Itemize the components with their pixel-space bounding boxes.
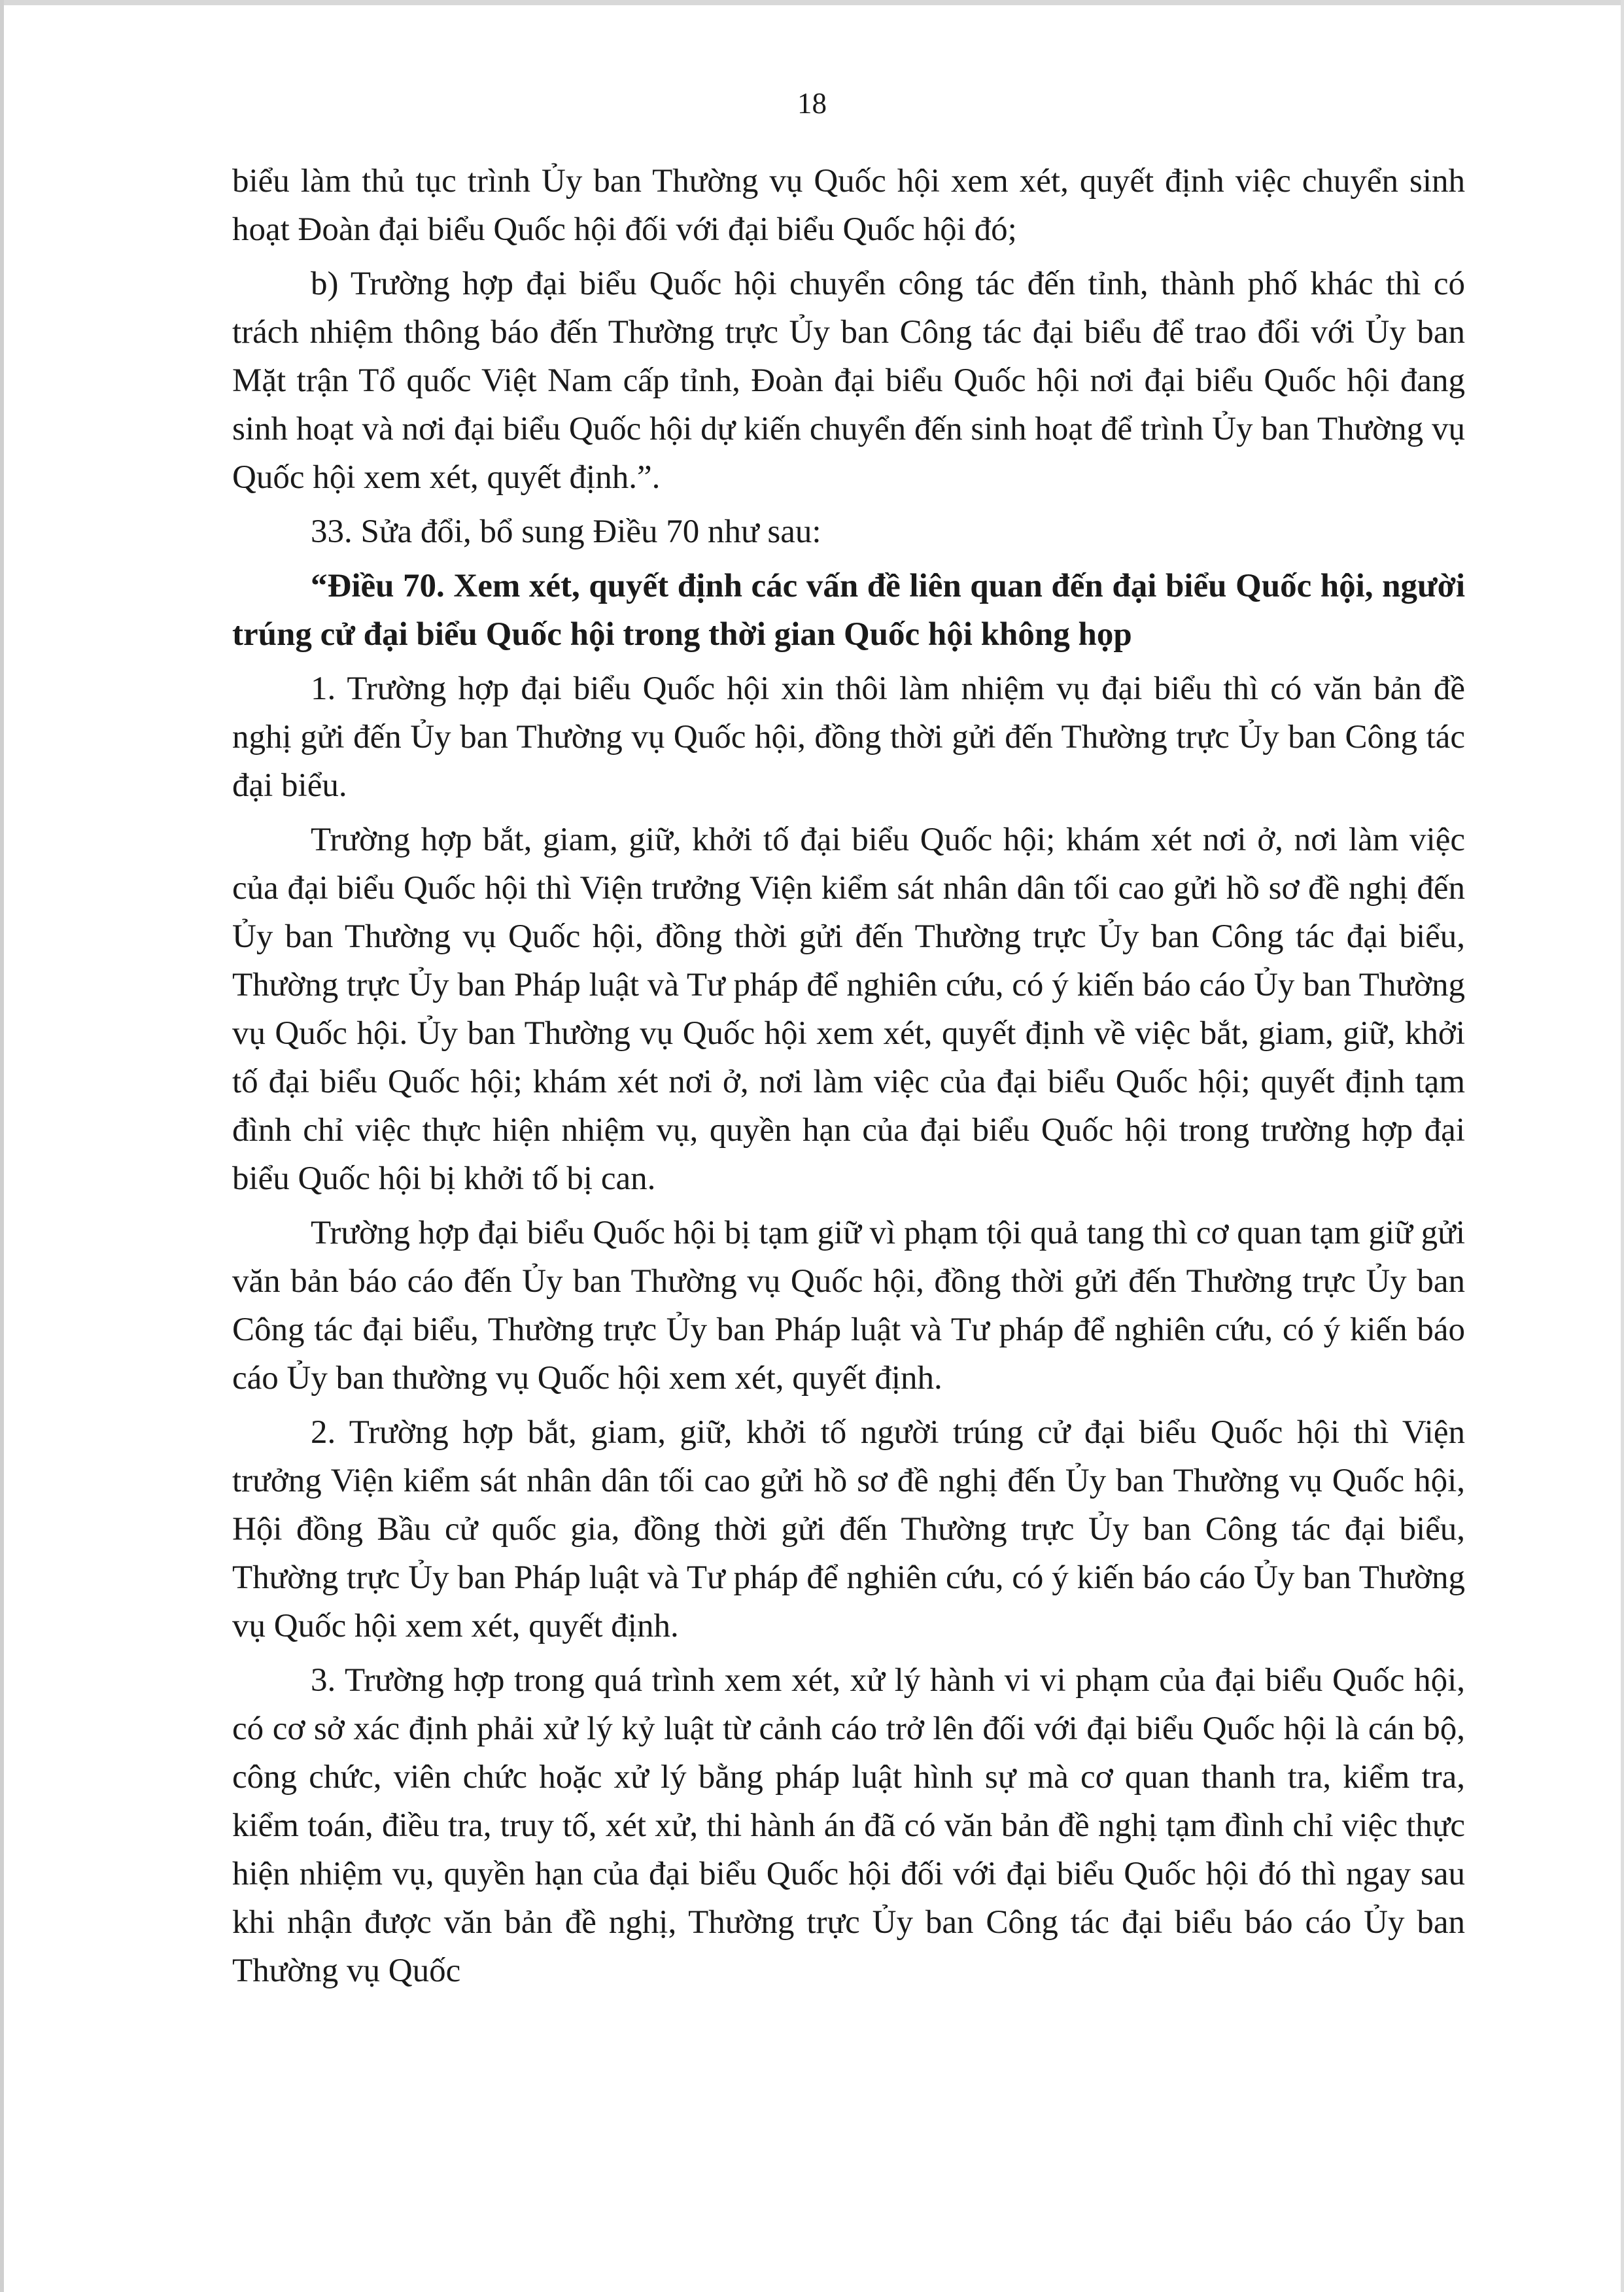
paragraph-clause-1: 1. Trường hợp đại biểu Quốc hội xin thôi làm nhiệm vụ đại biểu thì có văn bản đề nghị gửi đến Ủy ban Thường vụ Quốc hội, đồng thời gửi đến Thường trực Ủy ban Công tác đại biểu. [232,670,1465,804]
paragraph-clause-3: 3. Trường hợp trong quá trình xem xét, xử lý hành vi vi phạm của đại biểu Quốc hội, có cơ sở xác định phải xử lý kỷ luật từ cảnh cáo trở lên đối với đại biểu Quốc hội là cán bộ, công chức, viên chức hoặc xử lý bằng pháp luật hình sự mà cơ quan thanh tra, kiểm tra, kiểm toán, điều tra, truy tố, xét xử, thi hành án đã có văn bản đề nghị tạm đình chỉ việc thực hiện nhiệm vụ, quyền hạn của đại biểu Quốc hội đối với đại biểu Quốc hội đó thì ngay sau khi nhận được văn bản đề nghị, Thường trực Ủy ban Công tác đại biểu báo cáo Ủy ban Thường vụ Quốc [232,1662,1465,1989]
paragraph-clause-b: b) Trường hợp đại biểu Quốc hội chuyển công tác đến tỉnh, thành phố khác thì có trách nhiệm thông báo đến Thường trực Ủy ban Công tác đại biểu để trao đổi với Ủy ban Mặt trận Tổ quốc Việt Nam cấp tỉnh, Đoàn đại biểu Quốc hội nơi đại biểu Quốc hội đang sinh hoạt và nơi đại biểu Quốc hội dự kiến chuyển đến sinh hoạt để trình Ủy ban Thường vụ Quốc hội xem xét, quyết định.”. [232,266,1465,496]
paragraph-arrest-case: Trường hợp bắt, giam, giữ, khởi tố đại biểu Quốc hội; khám xét nơi ở, nơi làm việc của đại biểu Quốc hội thì Viện trưởng Viện kiểm sát nhân dân tối cao gửi hồ sơ đề nghị đến Ủy ban Thường vụ Quốc hội, đồng thời gửi đến Thường trực Ủy ban Công tác đại biểu, Thường trực Ủy ban Pháp luật và Tư pháp để nghiên cứu, có ý kiến báo cáo Ủy ban Thường vụ Quốc hội. Ủy ban Thường vụ Quốc hội xem xét, quyết định về việc bắt, giam, giữ, khởi tố đại biểu Quốc hội; khám xét nơi ở, nơi làm việc của đại biểu Quốc hội; quyết định tạm đình chỉ việc thực hiện nhiệm vụ, quyền hạn của đại biểu Quốc hội trong trường hợp đại biểu Quốc hội bị khởi tố bị can. [232,822,1465,1197]
scan-top-edge [0,0,1624,5]
paragraph-amendment-33: 33. Sửa đổi, bổ sung Điều 70 như sau: [311,513,821,550]
scan-right-edge [1621,0,1624,2292]
paragraph-detention-case: Trường hợp đại biểu Quốc hội bị tạm giữ vì phạm tội quả tang thì cơ quan tạm giữ gửi văn bản báo cáo đến Ủy ban Thường vụ Quốc hội, đồng thời gửi đến Thường trực Ủy ban Công tác đại biểu, Thường trực Ủy ban Pháp luật và Tư pháp để nghiên cứu, có ý kiến báo cáo Ủy ban thường vụ Quốc hội xem xét, quyết định. [232,1215,1465,1397]
document-body [232,157,1465,2001]
page-number: 18 [797,87,827,120]
article-70-heading: “Điều 70. Xem xét, quyết định các vấn đề liên quan đến đại biểu Quốc hội, người trúng cử đại biểu Quốc hội trong thời gian Quốc hội không họp [232,568,1465,653]
scan-left-edge [0,0,4,2292]
paragraph-clause-2: 2. Trường hợp bắt, giam, giữ, khởi tố người trúng cử đại biểu Quốc hội thì Viện trưởng Viện kiểm sát nhân dân tối cao gửi hồ sơ đề nghị đến Ủy ban Thường vụ Quốc hội, Hội đồng Bầu cử quốc gia, đồng thời gửi đến Thường trực Ủy ban Công tác đại biểu, Thường trực Ủy ban Pháp luật và Tư pháp để nghiên cứu, có ý kiến báo cáo Ủy ban Thường vụ Quốc hội xem xét, quyết định. [232,1414,1465,1644]
paragraph-continuation: biểu làm thủ tục trình Ủy ban Thường vụ Quốc hội xem xét, quyết định việc chuyển sinh hoạt Đoàn đại biểu Quốc hội đối với đại biểu Quốc hội đó; [232,163,1465,248]
